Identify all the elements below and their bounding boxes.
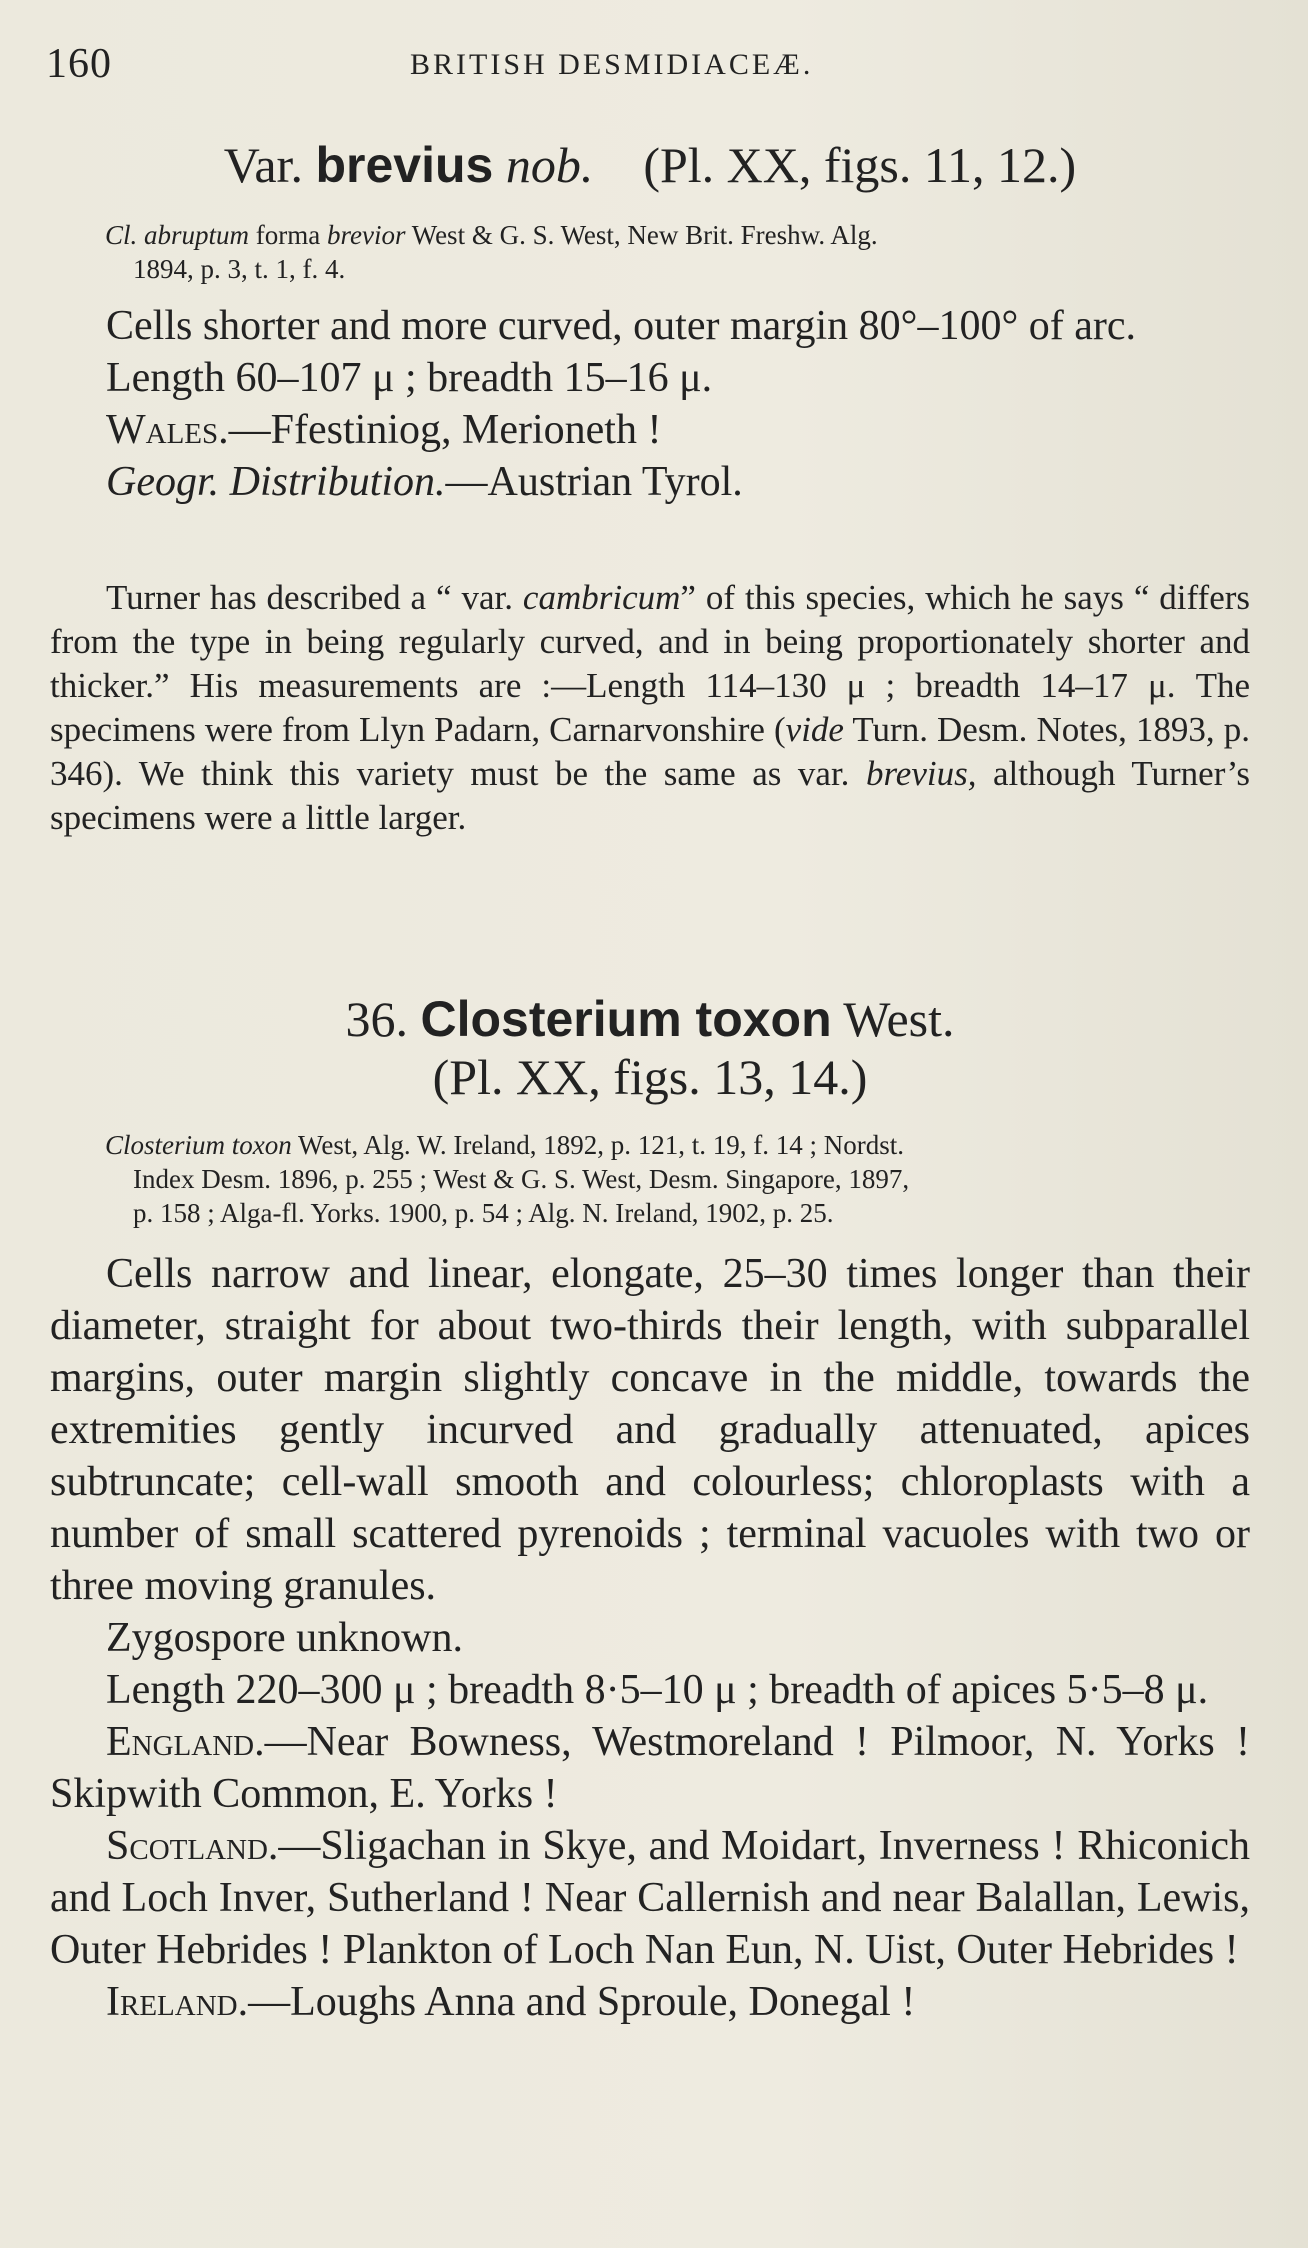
locality-england xyxy=(50,1716,1250,1820)
species-number: 36. xyxy=(345,991,408,1047)
locality-text-wales: —Ffestiniog, Merioneth ! xyxy=(228,407,662,453)
species-synonymy-citation: West, Alg. W. Ireland, 1892, p. 121, t. 19, f. 14 ; Nordst. xyxy=(298,1130,905,1160)
distribution-label: Geogr. Distribution. xyxy=(106,459,446,505)
locality-text-scotland: —Sligachan in Skye, and Moidart, Inverness ! Rhiconich and Loch Inver, Sutherland ! Near Callernish and near Balallan, Lewis, Outer Hebrides ! Plankton of Loch Nan Eun, N. Uist, Outer Hebrides ! xyxy=(50,1823,1250,1973)
synonymy-citation-line2: 1894, p. 3, t. 1, f. 4. xyxy=(133,254,346,284)
running-title: BRITISH DESMIDIACEÆ. xyxy=(410,48,814,81)
locality-label-ireland: Ireland. xyxy=(106,1979,249,2025)
variety-plate-ref: (Pl. XX, figs. 11, 12.) xyxy=(643,137,1077,193)
note-italic-brevius: brevius, xyxy=(865,754,977,793)
species-measurements: Length 220–300 μ ; breadth 8·5–10 μ ; breadth of apices 5·5–8 μ. xyxy=(106,1667,1209,1713)
variety-synonymy xyxy=(105,218,1255,286)
synonymy-forma: forma xyxy=(255,220,321,250)
locality-scotland xyxy=(50,1820,1250,1976)
species-synonymy-line2: Index Desm. 1896, p. 255 ; West & G. S. West, Desm. Singapore, 1897, xyxy=(133,1164,910,1194)
note-part-3: Turn. Desm. Notes, 1893, p. 346). We think this variety must be the same as var. xyxy=(50,710,1250,793)
locality-ireland xyxy=(50,1976,1250,2028)
species-zygospore: Zygospore unknown. xyxy=(106,1615,463,1661)
species-synonymy xyxy=(105,1128,1255,1230)
variety-description: Cells shorter and more curved, outer margin 80°–100° of arc. xyxy=(106,303,1137,349)
species-heading xyxy=(50,990,1250,1048)
variety-measurements: Length 60–107 μ ; breadth 15–16 μ. xyxy=(106,355,713,401)
species-description: Cells narrow and linear, elongate, 25–30 times longer than their diameter, straight for about two-thirds their length, with subparallel margins, outer margin slightly concave in the middle, towards the extremities gently incurved and gradually attenuated, apices subtruncate; cell-wall smooth and colourless; chloroplasts with a number of small scattered pyrenoids ; terminal vacuoles with two or three moving granules. xyxy=(50,1251,1250,1609)
species-plate-ref: (Pl. XX, figs. 13, 14.) xyxy=(432,1049,868,1105)
variety-author: nob. xyxy=(505,137,594,193)
variety-note xyxy=(50,576,1250,840)
note-part-1: Turner has described a “ var. xyxy=(106,578,513,617)
note-italic-cambricum: cambricum xyxy=(522,578,681,617)
variety-prefix: Var. xyxy=(223,137,303,193)
locality-text-ireland: —Loughs Anna and Sproule, Donegal ! xyxy=(248,1979,916,2025)
locality-label-england: England. xyxy=(106,1719,265,1765)
variety-distribution xyxy=(50,456,1250,508)
variety-locality xyxy=(50,404,1250,456)
species-name: Closterium toxon xyxy=(420,991,832,1047)
distribution-text: —Austrian Tyrol. xyxy=(445,459,743,505)
note-part-4: although Turner’s specimens were a little larger. xyxy=(50,754,1251,837)
locality-label-wales: Wales. xyxy=(106,407,229,453)
variety-description-block xyxy=(50,300,1250,508)
locality-text-england: —Near Bowness, Westmoreland ! Pilmoor, N. Yorks ! Skipwith Common, E. Yorks ! xyxy=(50,1719,1250,1817)
page-number: 160 xyxy=(46,41,112,87)
synonymy-taxon: Cl. abruptum xyxy=(105,220,250,250)
species-synonymy-line3: p. 158 ; Alga-fl. Yorks. 1900, p. 54 ; Alg. N. Ireland, 1902, p. 25. xyxy=(133,1198,834,1228)
species-author: West. xyxy=(843,991,955,1047)
variety-heading xyxy=(50,136,1250,194)
locality-label-scotland: Scotland. xyxy=(106,1823,279,1869)
species-description-block xyxy=(50,1248,1250,2028)
variety-name: brevius xyxy=(315,137,494,193)
synonymy-citation: West & G. S. West, New Brit. Freshw. Alg. xyxy=(411,220,878,250)
species-synonymy-taxon: Closterium toxon xyxy=(105,1130,292,1160)
note-part-2: ” of this species, which he says “ differs from the type in being regularly curved, and in being proportionately shorter and thicker.” His measurements are :—Length 114–130 μ ; breadth 14–17 μ. The specimens were from Llyn Padarn, Carnarvonshire ( xyxy=(50,578,1250,749)
synonymy-taxon-form: brevior xyxy=(327,220,406,250)
note-italic-vide: vide xyxy=(785,710,844,749)
